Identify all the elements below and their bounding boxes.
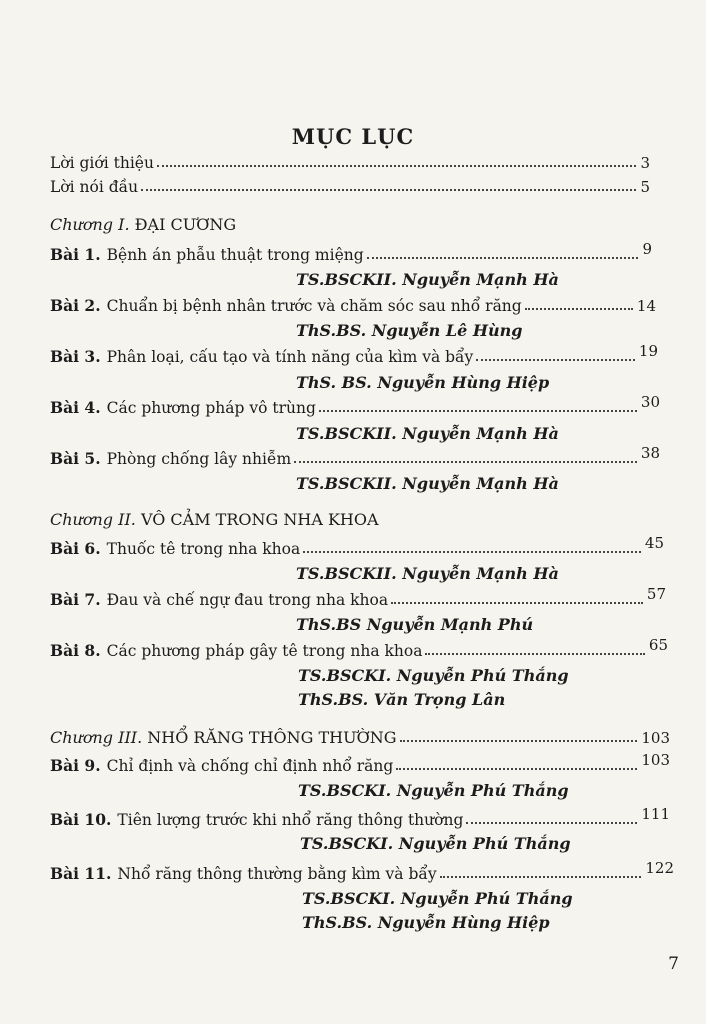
lesson-label: Bài 8.	[50, 641, 101, 660]
page-title: MỤC LỤC	[291, 124, 415, 149]
lesson-label: Bài 6.	[50, 539, 101, 558]
lesson-author: TS.BSCKI. Nguyễn Phú Thắng	[298, 666, 569, 685]
toc-entry-bai-8	[50, 636, 668, 660]
lesson-label: Bài 3.	[50, 347, 101, 366]
dot-leader	[440, 876, 642, 878]
lesson-title: Phòng chống lây nhiễm	[106, 450, 292, 468]
dot-leader	[391, 602, 643, 604]
lesson-label: Bài 7.	[50, 590, 101, 609]
toc-page-number: 111	[641, 805, 670, 823]
toc-page-number: 38	[640, 444, 660, 462]
toc-page-number: 122	[645, 859, 674, 877]
chapter-prefix: Chương III.	[50, 728, 143, 747]
lesson-label: Bài 1.	[50, 245, 101, 264]
lesson-title: Các phương pháp gây tê trong nha khoa	[106, 642, 423, 660]
lesson-label: Bài 4.	[50, 398, 101, 417]
toc-entry-noi-dau	[50, 178, 650, 196]
lesson-label: Bài 2.	[50, 296, 101, 315]
dot-leader	[400, 740, 638, 742]
toc-page-number: 57	[646, 585, 666, 603]
lesson-label: Bài 5.	[50, 449, 101, 468]
chapter-heading-1	[50, 215, 236, 234]
toc-page-number: 45	[644, 534, 664, 552]
chapter-name: NHỔ RĂNG THÔNG THƯỜNG	[147, 728, 397, 747]
dot-leader	[367, 257, 639, 259]
toc-page-number: 3	[640, 154, 650, 172]
toc-entry-bai-7	[50, 585, 666, 609]
lesson-title: Nhổ răng thông thường bằng kìm và bẩy	[117, 865, 437, 883]
dot-leader	[141, 189, 636, 191]
toc-entry-text: Lời giới thiệu	[50, 154, 154, 172]
lesson-title: Phân loại, cấu tạo và tính năng của kìm và bẩy	[106, 348, 474, 366]
lesson-author: ThS.BS. Nguyễn Lê Hùng	[296, 321, 523, 340]
dot-leader	[396, 768, 637, 770]
toc-page-number: 65	[648, 636, 668, 654]
toc-entry-bai-11	[50, 859, 674, 883]
chapter-name: VÔ CẢM TRONG NHA KHOA	[140, 510, 379, 529]
page-number: 7	[668, 954, 679, 974]
toc-page-number: 9	[642, 240, 652, 258]
lesson-title: Đau và chế ngự đau trong nha khoa	[106, 591, 389, 609]
toc-page-number: 5	[640, 178, 650, 196]
toc-entry-text: Lời nói đầu	[50, 178, 139, 196]
lesson-author: TS.BSCKI. Nguyễn Phú Thắng	[302, 889, 573, 908]
lesson-author: ThS.BS. Văn Trọng Lân	[298, 690, 506, 709]
lesson-author: TS.BSCKII. Nguyễn Mạnh Hà	[296, 564, 559, 583]
dot-leader	[157, 165, 637, 167]
toc-entry-bai-5	[50, 444, 660, 468]
lesson-title: Các phương pháp vô trùng	[106, 399, 316, 417]
lesson-author: ThS.BS. Nguyễn Hùng Hiệp	[302, 913, 550, 932]
toc-entry-bai-1	[50, 240, 652, 264]
chapter-prefix: Chương I.	[50, 215, 130, 234]
lesson-title: Thuốc tê trong nha khoa	[106, 540, 301, 558]
dot-leader	[525, 308, 633, 310]
lesson-label: Bài 9.	[50, 756, 101, 775]
lesson-title: Tiên lượng trước khi nhổ răng thông thường	[117, 811, 464, 829]
toc-page-number: 103	[641, 751, 670, 769]
dot-leader	[319, 410, 637, 412]
toc-entry-bai-2	[50, 296, 656, 315]
toc-page-number: 30	[640, 393, 660, 411]
chapter-title	[50, 728, 397, 747]
dot-leader	[476, 359, 635, 361]
dot-leader	[294, 461, 637, 463]
lesson-label: Bài 10.	[50, 810, 112, 829]
chapter-name: ĐẠI CƯƠNG	[134, 215, 237, 234]
lesson-author: TS.BSCKII. Nguyễn Mạnh Hà	[296, 474, 559, 493]
dot-leader	[425, 653, 644, 655]
toc-entry-gioi-thieu	[50, 154, 650, 172]
lesson-title: Bệnh án phẫu thuật trong miệng	[106, 246, 364, 264]
toc-page-number: 14	[636, 297, 656, 315]
lesson-author: TS.BSCKI. Nguyễn Phú Thắng	[300, 834, 571, 853]
dot-leader	[466, 822, 637, 824]
toc-page-number: 19	[638, 342, 658, 360]
toc-entry-bai-10	[50, 805, 670, 829]
chapter-prefix: Chương II.	[50, 510, 136, 529]
lesson-author: ThS. BS. Nguyễn Hùng Hiệp	[296, 373, 550, 392]
toc-entry-bai-3	[50, 342, 658, 366]
lesson-author: TS.BSCKI. Nguyễn Phú Thắng	[298, 781, 569, 800]
lesson-author: ThS.BS Nguyễn Mạnh Phú	[296, 615, 534, 634]
toc-page-number: 103	[641, 729, 670, 747]
dot-leader	[303, 551, 641, 553]
toc-entry-bai-6	[50, 534, 664, 558]
lesson-author: TS.BSCKII. Nguyễn Mạnh Hà	[296, 424, 559, 443]
chapter-heading-2	[50, 510, 379, 529]
toc-entry-bai-9	[50, 751, 670, 775]
lesson-label: Bài 11.	[50, 864, 112, 883]
chapter-heading-3	[50, 728, 670, 747]
lesson-author: TS.BSCKII. Nguyễn Mạnh Hà	[296, 270, 559, 289]
lesson-title: Chỉ định và chống chỉ định nhổ răng	[106, 757, 394, 775]
lesson-title: Chuẩn bị bệnh nhân trước và chăm sóc sau nhổ răng	[106, 297, 522, 315]
toc-entry-bai-4	[50, 393, 660, 417]
